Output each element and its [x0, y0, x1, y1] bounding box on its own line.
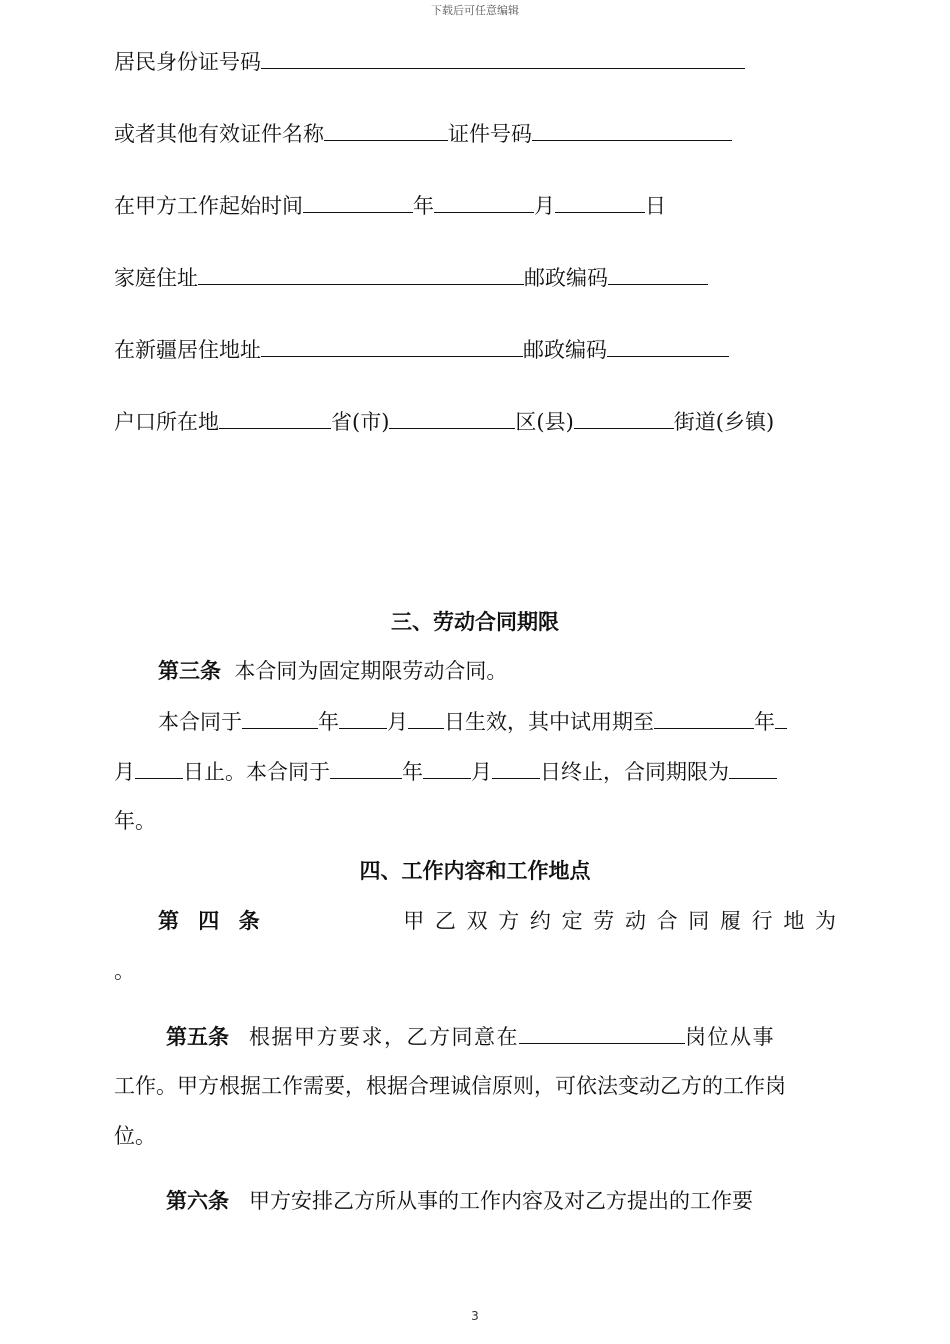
article-5-line-1 [166, 1021, 775, 1052]
province-blank[interactable] [219, 406, 331, 429]
xinjiang-address-blank[interactable] [261, 334, 523, 357]
id-no-blank[interactable] [532, 118, 732, 141]
article-5-label: 第五条 [166, 1025, 229, 1049]
xinjiang-postcode-blank[interactable] [607, 334, 729, 357]
id-number-blank[interactable] [261, 46, 745, 69]
probation-year-blank[interactable] [654, 706, 754, 729]
term-text-c: 日止。本合同于 [183, 760, 330, 784]
effective-year-blank[interactable] [242, 706, 318, 729]
page-number: 3 [471, 1309, 479, 1323]
term-text-d: 日终止，合同期限为 [540, 760, 729, 784]
article-5-text-b: 岗位从事 [685, 1025, 776, 1049]
article-6-line-1 [166, 1186, 753, 1216]
end-year-label: 年 [402, 760, 423, 784]
page-header: 下载后可任意编辑 [431, 4, 519, 17]
other-id-name-blank[interactable] [324, 118, 448, 141]
article-3-label: 第三条 [158, 659, 221, 683]
id-number-label: 居民身份证号码 [114, 50, 261, 74]
hukou-line [114, 406, 774, 437]
article-3 [158, 656, 507, 686]
start-time-line [114, 190, 666, 221]
section-4-title: 四、工作内容和工作地点 [359, 859, 591, 883]
start-time-label: 在甲方工作起始时间 [114, 194, 303, 218]
month-label: 月 [534, 194, 555, 218]
xinjiang-address-line [114, 334, 729, 365]
position-blank[interactable] [519, 1021, 685, 1044]
article-4-end: 。 [114, 959, 135, 983]
other-id-line [114, 118, 732, 149]
article-4 [158, 906, 838, 936]
street-label: 街道(乡镇) [673, 410, 775, 434]
term-text-a: 本合同于 [158, 710, 242, 734]
article-6-label: 第六条 [166, 1189, 229, 1213]
start-day-blank[interactable] [555, 190, 645, 213]
end-month-blank[interactable] [423, 756, 471, 779]
contract-term-line-3: 年。 [114, 809, 156, 833]
effective-day-blank[interactable] [408, 706, 444, 729]
article-3-text: 本合同为固定期限劳动合同。 [234, 659, 508, 683]
end-month-label: 月 [471, 760, 492, 784]
article-6-text: 甲方安排乙方所从事的工作内容及对乙方提出的工作要 [249, 1189, 754, 1213]
contract-term-line-1 [158, 706, 787, 737]
article-5-text-a: 根据甲方要求，乙方同意在 [249, 1025, 520, 1049]
hukou-label: 户口所在地 [114, 410, 219, 434]
xinjiang-address-label: 在新疆居住地址 [114, 338, 261, 362]
district-blank[interactable] [389, 406, 515, 429]
start-month-blank[interactable] [434, 190, 534, 213]
street-blank[interactable] [574, 406, 674, 429]
probation-day-blank[interactable] [135, 756, 183, 779]
home-address-blank[interactable] [198, 262, 524, 285]
id-number-line [114, 46, 745, 77]
term-length-blank[interactable] [729, 756, 777, 779]
province-label: 省(市) [331, 410, 390, 434]
postcode-label: 邮政编码 [524, 266, 608, 290]
year-label: 年 [413, 194, 434, 218]
home-address-line [114, 262, 708, 293]
day-label: 日 [645, 194, 666, 218]
term-text-b: 日生效，其中试用期至 [444, 710, 654, 734]
article-4-label: 第 四 条 [158, 909, 266, 933]
home-address-label: 家庭住址 [114, 266, 198, 290]
probation-year-label: 年 [754, 710, 775, 734]
postcode-label-2: 邮政编码 [523, 338, 607, 362]
probation-month-label: 月 [114, 760, 135, 784]
probation-month-blank[interactable] [775, 706, 787, 729]
contract-term-line-2 [114, 756, 777, 787]
home-postcode-blank[interactable] [608, 262, 708, 285]
term-year-label: 年 [318, 710, 339, 734]
section-3-title: 三、劳动合同期限 [391, 610, 559, 634]
article-5-line-2: 工作。甲方根据工作需要，根据合理诚信原则，可依法变动乙方的工作岗 [114, 1074, 786, 1098]
effective-month-blank[interactable] [339, 706, 387, 729]
end-day-blank[interactable] [492, 756, 540, 779]
term-month-label: 月 [387, 710, 408, 734]
district-label: 区(县) [515, 410, 574, 434]
id-no-label: 证件号码 [448, 122, 532, 146]
article-4-text: 甲 乙 双 方 约 定 劳 动 合 同 履 行 地 为 [403, 909, 838, 933]
start-year-blank[interactable] [303, 190, 413, 213]
article-5-line-3: 位。 [114, 1124, 156, 1148]
other-id-label: 或者其他有效证件名称 [114, 122, 324, 146]
end-year-blank[interactable] [330, 756, 402, 779]
